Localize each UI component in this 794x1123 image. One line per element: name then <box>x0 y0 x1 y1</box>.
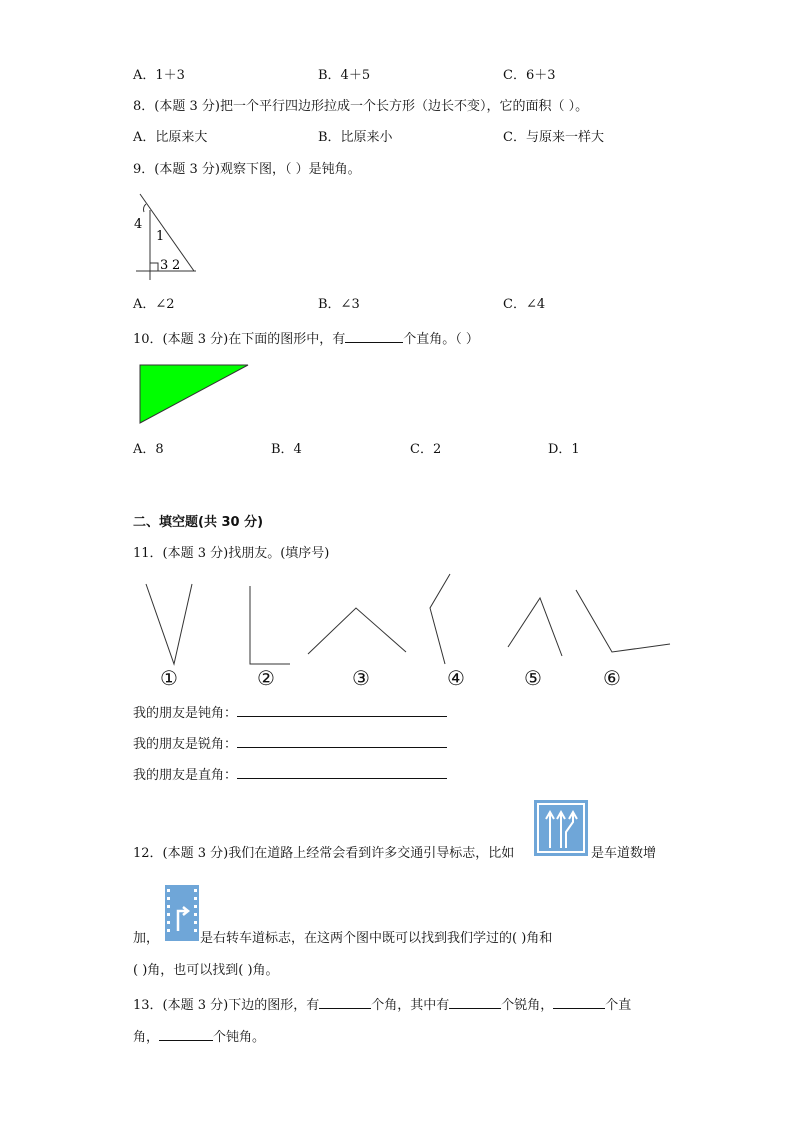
q13-blank-total[interactable] <box>319 994 371 1009</box>
q13-text-2: 个角，其中有 <box>371 998 450 1013</box>
q10-stem-part2: 个直角。（ ） <box>403 332 479 347</box>
q11-num-3: ③ <box>352 666 370 690</box>
angle-4 <box>430 574 450 664</box>
q11-answer-obtuse[interactable] <box>237 702 447 717</box>
q7-option-a: A．1＋3 <box>133 68 185 83</box>
q10-option-a: A．8 <box>133 442 164 457</box>
q11-answer-right[interactable] <box>237 764 447 779</box>
q13-line1 <box>133 994 631 1015</box>
q10-blank[interactable] <box>345 328 403 343</box>
q11-answer-acute[interactable] <box>237 733 447 748</box>
q13-text-1: 13．(本题 3 分)下边的图形，有 <box>133 998 320 1013</box>
q9-option-a: A．∠2 <box>133 297 175 312</box>
q10-stem-part1: 10．(本题 3 分)在下面的图形中，有 <box>133 332 346 347</box>
q12-line2-part1: 加， <box>133 931 160 946</box>
q8-option-a: A．比原来大 <box>133 130 208 145</box>
q9-label-3: 3 <box>160 258 169 273</box>
q9-triangle-figure <box>130 190 205 282</box>
q11-num-6: ⑥ <box>603 666 621 690</box>
q9-label-2: 2 <box>172 258 181 273</box>
q10-option-b: B．4 <box>271 442 302 457</box>
q12-line2-part2: 是右转车道标志，在这两个图中既可以找到我们学过的( )角和 <box>200 931 553 946</box>
q13-blank-acute[interactable] <box>449 994 501 1009</box>
q10-green-triangle <box>138 363 250 425</box>
q11-num-2: ② <box>257 666 275 690</box>
q10-option-c: C．2 <box>410 442 442 457</box>
q11-label-right: 我的朋友是直角： <box>133 768 238 783</box>
q7-option-b: B．4＋5 <box>318 68 371 83</box>
q9-label-4: 4 <box>134 217 143 232</box>
q12-line1-part2: 是车道数增 <box>591 846 657 861</box>
q11-num-4: ④ <box>447 666 465 690</box>
q13-blank-right[interactable] <box>553 994 605 1009</box>
q7-option-c: C．6＋3 <box>503 68 556 83</box>
q8-option-b: B．比原来小 <box>318 130 393 145</box>
q13-line2 <box>133 1026 265 1047</box>
lane-increase-sign-image <box>534 800 588 856</box>
q9-option-b: B．∠3 <box>318 297 360 312</box>
q11-label-acute: 我的朋友是锐角： <box>133 737 238 752</box>
angle-6 <box>576 590 670 652</box>
right-turn-lane-sign-image <box>165 885 199 941</box>
q11-line-obtuse <box>133 702 447 723</box>
q11-label-obtuse: 我的朋友是钝角： <box>133 706 238 721</box>
q8-stem: 8．(本题 3 分)把一个平行四边形拉成一个长方形（边长不变），它的面积（ ）。 <box>133 99 589 114</box>
angle-1 <box>146 584 192 664</box>
q11-num-1: ① <box>160 666 178 690</box>
section-heading-fill-in: 二、填空题(共 30 分) <box>133 515 264 530</box>
q9-stem: 9．(本题 3 分)观察下图，（ ）是钝角。 <box>133 162 361 177</box>
q10-option-d: D．1 <box>548 442 580 457</box>
q13-text-3: 个锐角， <box>501 998 554 1013</box>
q10-stem <box>133 328 479 349</box>
q12-line1-part1: 12．(本题 3 分)我们在道路上经常会看到许多交通引导标志，比如 <box>133 846 515 861</box>
angle-5 <box>508 598 562 656</box>
q11-line-right <box>133 764 447 785</box>
q8-option-c: C．与原来一样大 <box>503 130 604 145</box>
q13-blank-obtuse[interactable] <box>159 1026 213 1041</box>
q11-stem: 11．(本题 3 分)找朋友。(填序号) <box>133 546 330 561</box>
q13-text-4: 个直 <box>605 998 632 1013</box>
q11-num-5: ⑤ <box>524 666 542 690</box>
angle-3 <box>308 608 406 654</box>
q12-line3: ( )角，也可以找到( )角。 <box>133 963 279 978</box>
q13-text-5: 角， <box>133 1030 160 1045</box>
q9-option-c: C．∠4 <box>503 297 546 312</box>
q11-angles-figure <box>140 570 675 670</box>
q11-line-acute <box>133 733 447 754</box>
angle-2 <box>250 586 290 664</box>
q9-label-1: 1 <box>156 229 165 244</box>
q13-text-6: 个钝角。 <box>213 1030 266 1045</box>
